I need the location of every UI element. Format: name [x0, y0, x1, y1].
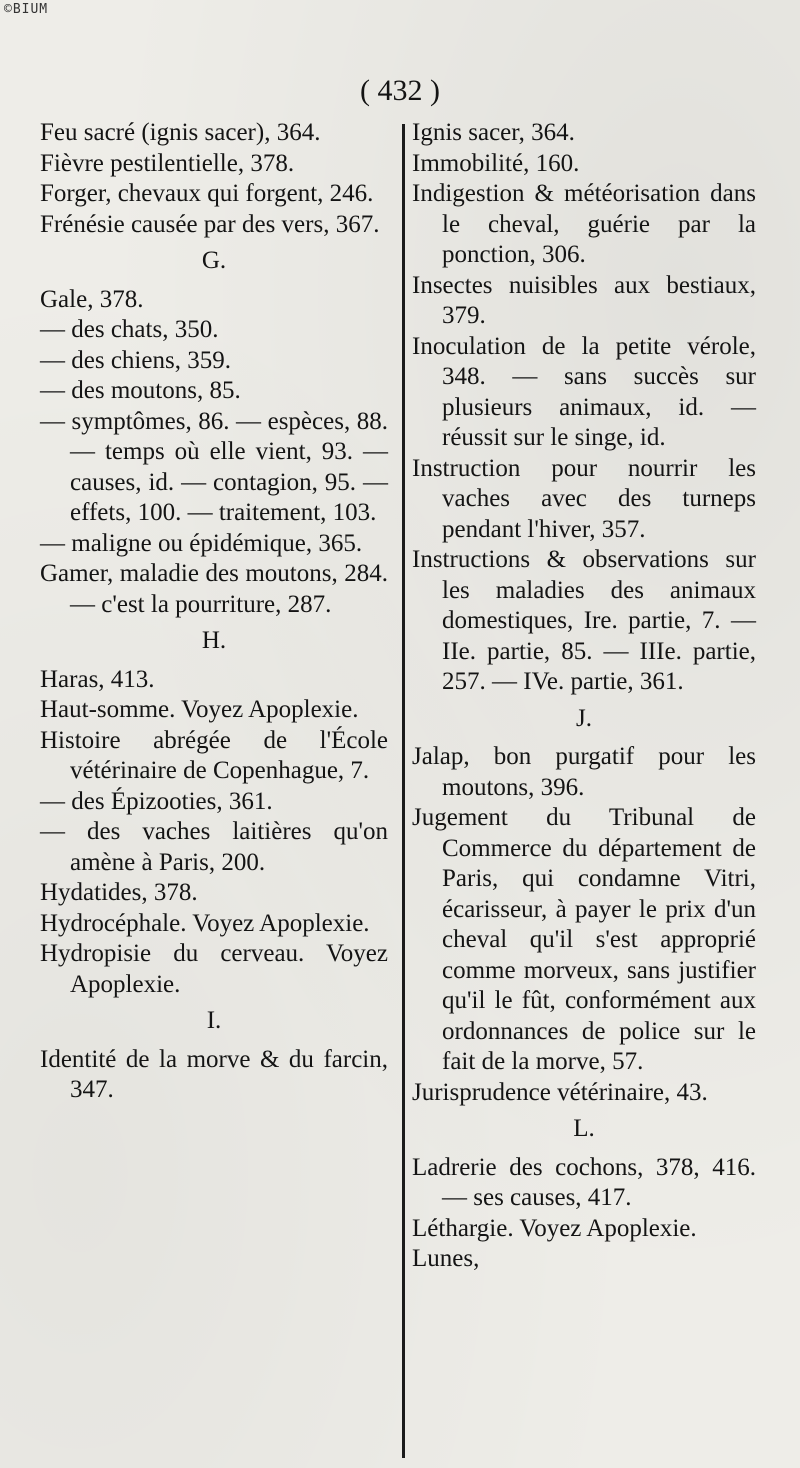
index-entry: Inoculation de la petite vérole, 348. — sans succès sur plusieurs animaux, id. — réussit sur le singe, id. [412, 332, 756, 451]
index-entry: Hydropisie du cerveau. Voyez Apoplexie. [40, 940, 388, 998]
watermark: ©BIUM [4, 2, 49, 17]
index-entry: Hydrocéphale. Voyez Apoplexie. [40, 909, 370, 937]
column-divider [402, 124, 405, 1458]
index-entry: — des chats, 350. [40, 316, 219, 343]
index-entry: — des vaches laitières qu'on amène à Paris, 200. [40, 818, 388, 876]
index-entry: Gale, 378. [40, 285, 144, 313]
index-entry: — des chiens, 359. [40, 346, 231, 374]
index-entry: Lunes, [412, 1245, 480, 1272]
index-entry: Haut-somme. Voyez Apoplexie. [40, 696, 359, 723]
index-entry: Insectes nuisibles aux bestiaux, 379. [412, 271, 756, 329]
index-entry: Forger, chevaux qui forgent, 246. [40, 180, 374, 207]
index-entry: Ladrerie des cochons, 378, 416. — ses causes, 417. [412, 1153, 756, 1211]
index-entry: Feu sacré (ignis sacer), 364. [40, 119, 321, 146]
index-entry: Ignis sacer, 364. [412, 119, 575, 146]
index-entry: — maligne ou épidémique, 365. [40, 529, 363, 557]
index-entry: Instructions & observations sur les maladies des animaux domestiques, Ire. partie, 7. — IIe. partie, 85. — IIIe. partie, 257. — IVe. partie, 361. [412, 546, 756, 695]
page-number: ( 432 ) [360, 74, 440, 107]
index-entry: Immobilité, 160. [412, 149, 580, 177]
index-entry: Hydatides, 378. [40, 879, 198, 906]
index-entry: Identité de la morve & du farcin, 347. [40, 1045, 388, 1103]
index-entry: Frénésie causée par des vers, 367. [40, 210, 380, 238]
index-entry: Indigestion & météorisation dans le cheval, guérie par la ponction, 306. [412, 180, 756, 268]
section-letter: L. [573, 1115, 595, 1142]
section-letter: H. [201, 627, 227, 654]
section-letter: G. [201, 247, 227, 274]
index-entry: Histoire abrégée de l'École vétérinaire de Copenhague, 7. [40, 726, 388, 784]
index-entry: Léthargie. Voyez Apoplexie. [412, 1214, 697, 1242]
section-letter: J. [576, 704, 592, 732]
index-entry: Fièvre pestilentielle, 378. [40, 149, 295, 177]
section-letter: I. [206, 1007, 222, 1034]
index-column-left [40, 118, 388, 1106]
index-entry: — symptômes, 86. — espèces, 88. — temps où elle vient, 93. — causes, id. — contagion, 95. — effets, 100. — traitement, 103. [40, 407, 388, 526]
index-entry: Gamer, maladie des moutons, 284. — c'est la pourriture, 287. [40, 560, 388, 618]
index-entry: Jurisprudence vétérinaire, 43. [412, 1078, 708, 1106]
index-entry: Instruction pour nourrir les vaches avec des turneps pendant l'hiver, 357. [412, 454, 756, 543]
index-column-right [412, 118, 756, 1275]
index-entry: — des moutons, 85. [40, 377, 241, 404]
index-entry: — des Épizooties, 361. [40, 787, 273, 815]
index-entry: Jalap, bon purgatif pour les moutons, 396. [412, 743, 756, 801]
index-entry: Jugement du Tribunal de Commerce du département de Paris, qui condamne Vitri, écarisseur, à payer le prix d'un cheval qu'il s'est approprié comme morveux, sans justifier qu'il le fût, conformément aux ordonnances de police sur le fait de la morve, 57. [412, 804, 756, 1075]
index-entry: Haras, 413. [40, 665, 155, 693]
